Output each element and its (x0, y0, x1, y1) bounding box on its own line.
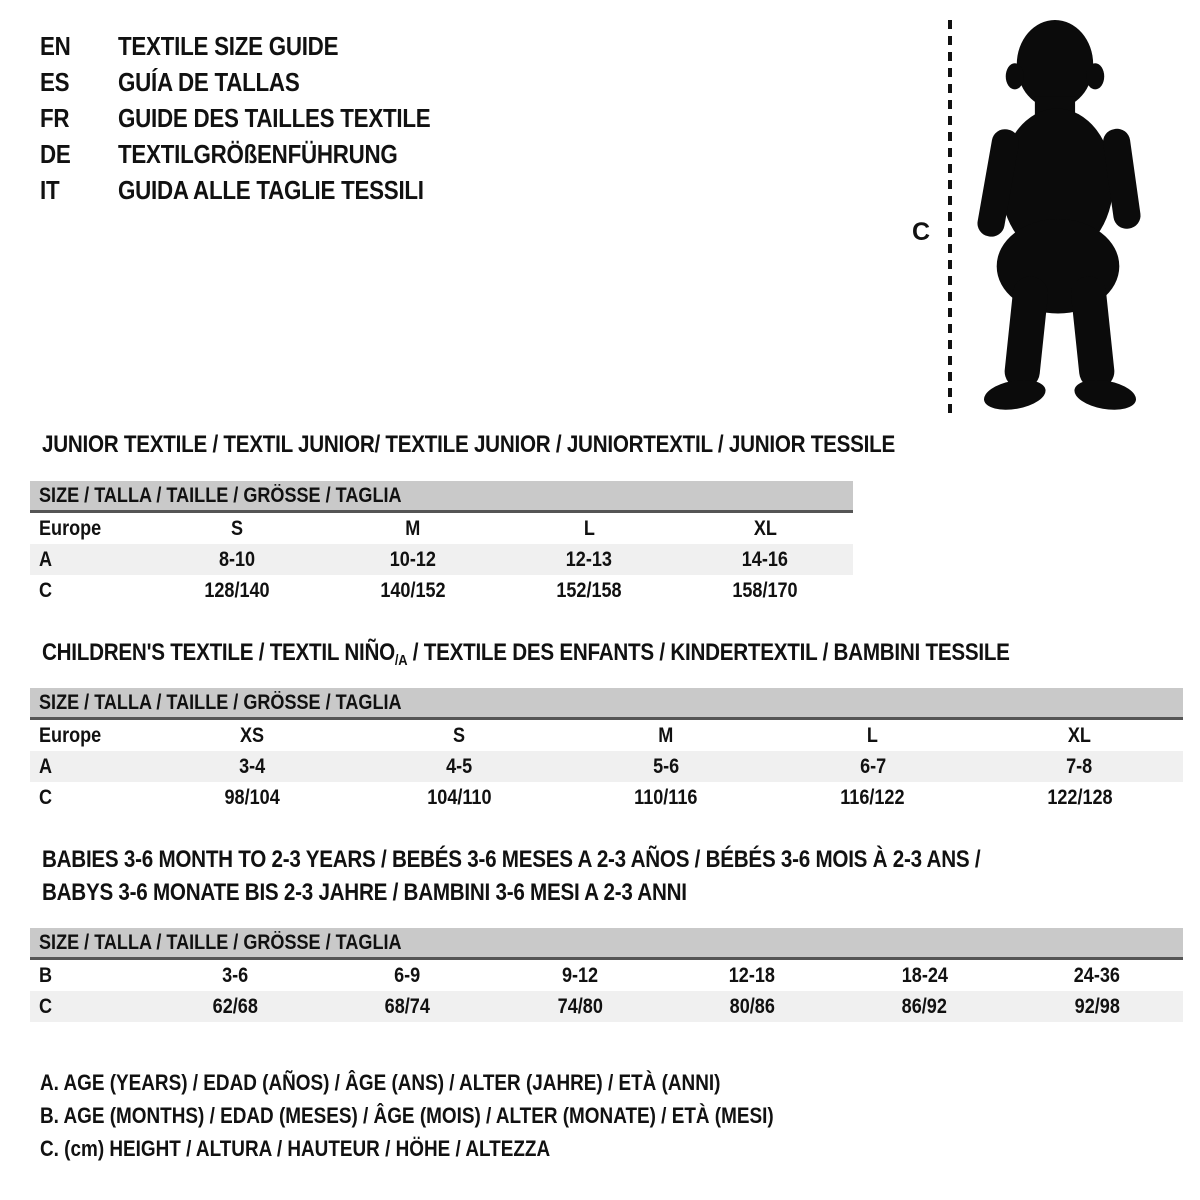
table-cell: 18-24 (901, 964, 948, 987)
table-cell: L (867, 724, 879, 747)
table-cell: 7-8 (1066, 755, 1093, 778)
row-label: A (39, 548, 53, 571)
size-header-bar: SIZE / TALLA / TAILLE / GRÖSSE / TAGLIA (30, 481, 853, 513)
row-label: Europe (39, 517, 102, 540)
table-cell: 5-6 (652, 755, 680, 778)
language-code: DE (40, 139, 71, 169)
size-header-bar: SIZE / TALLA / TAILLE / GRÖSSE / TAGLIA (30, 688, 1183, 720)
language-title: GUÍA DE TALLAS (118, 67, 300, 97)
table-cell: 8-10 (218, 548, 256, 571)
language-code: ES (40, 67, 70, 97)
legend-line-age-years: A. AGE (YEARS) / EDAD (AÑOS) / ÂGE (ANS) / ALTER (JAHRE) / ETÀ (ANNI) (40, 1070, 721, 1095)
table-cell: 12-13 (565, 548, 613, 571)
table-cell: 10-12 (389, 548, 437, 571)
language-title: GUIDA ALLE TAGLIE TESSILI (118, 175, 424, 205)
legend-line-height-cm: C. (cm) HEIGHT / ALTURA / HAUTEUR / HÖHE / ALTEZZA (40, 1136, 551, 1161)
table-cell: 3-6 (222, 964, 249, 987)
table-cell: XS (240, 724, 265, 747)
height-measure-label: C (912, 218, 931, 246)
language-title: GUIDE DES TAILLES TEXTILE (118, 103, 431, 133)
table-cell: 86/92 (901, 995, 948, 1018)
table-cell: 104/110 (427, 786, 492, 809)
language-row (40, 28, 481, 64)
table-row (30, 782, 1183, 813)
language-row (40, 64, 481, 100)
table-row (30, 751, 1183, 782)
language-title: TEXTILE SIZE GUIDE (118, 31, 339, 61)
toddler-silhouette-image (964, 10, 1156, 418)
table-cell: 62/68 (212, 995, 258, 1018)
children-size-table (30, 688, 1183, 813)
table-cell: 14-16 (741, 548, 789, 571)
language-row (40, 136, 481, 172)
table-cell: 116/122 (840, 786, 905, 809)
language-title: TEXTILGRÖßENFÜHRUNG (118, 139, 398, 169)
table-row (30, 544, 853, 575)
table-cell: 3-4 (239, 755, 266, 778)
language-code: FR (40, 103, 70, 133)
row-label: C (39, 786, 53, 809)
row-label: C (39, 579, 53, 602)
language-title-block (40, 28, 481, 208)
table-cell: 4-5 (446, 755, 473, 778)
table-cell: 68/74 (384, 995, 431, 1018)
junior-size-table (30, 481, 853, 606)
table-cell: M (405, 517, 421, 540)
height-measure-figure (900, 8, 1190, 422)
language-code: EN (40, 31, 71, 61)
babies-section-title-line2: BABYS 3-6 MONATE BIS 2-3 JAHRE / BAMBINI 3-6 MESI A 2-3 ANNI (42, 879, 687, 906)
table-cell: 6-7 (859, 755, 886, 778)
table-cell: 128/140 (204, 579, 270, 602)
table-cell: 24-36 (1073, 964, 1120, 987)
nino-a-subscript: /A (394, 652, 408, 669)
table-cell: S (453, 724, 466, 747)
table-cell: S (230, 517, 244, 540)
table-cell: XL (753, 517, 777, 540)
table-cell: 152/158 (556, 579, 622, 602)
table-row (30, 960, 1183, 991)
table-cell: 6-9 (394, 964, 421, 987)
height-dashed-line (948, 20, 952, 418)
babies-size-table (30, 928, 1183, 1022)
size-header-bar: SIZE / TALLA / TAILLE / GRÖSSE / TAGLIA (30, 928, 1183, 960)
legend-line-age-months: B. AGE (MONTHS) / EDAD (MESES) / ÂGE (MOIS) / ALTER (MONATE) / ETÀ (MESI) (40, 1103, 774, 1128)
table-cell: 158/170 (732, 579, 798, 602)
language-row (40, 172, 481, 208)
table-cell: 140/152 (380, 579, 446, 602)
table-cell: 9-12 (561, 964, 598, 987)
row-label: B (39, 964, 53, 987)
table-cell: M (658, 724, 674, 747)
babies-section-title-line1: BABIES 3-6 MONTH TO 2-3 YEARS / BEBÉS 3-6 MESES A 2-3 AÑOS / BÉBÉS 3-6 MOIS À 2-3 ANS / (42, 846, 981, 873)
table-cell: 74/80 (557, 995, 603, 1018)
table-row (30, 720, 1183, 751)
table-row (30, 575, 853, 606)
language-row (40, 100, 481, 136)
table-row (30, 513, 853, 544)
table-row (30, 991, 1183, 1022)
row-label: Europe (39, 724, 102, 747)
language-code: IT (40, 175, 60, 205)
children-section-title: CHILDREN'S TEXTILE / TEXTIL $NIÑO_{/A}$ / TEXTILE DES ENFANTS / KINDERTEXTIL / BAMBINI TESSILE (42, 639, 1010, 669)
table-cell: 122/128 (1046, 786, 1113, 809)
table-cell: 98/104 (224, 786, 281, 809)
table-cell: 92/98 (1074, 995, 1120, 1018)
table-cell: L (583, 517, 595, 540)
table-cell: XL (1068, 724, 1092, 747)
table-cell: 80/86 (729, 995, 775, 1018)
row-label: A (39, 755, 53, 778)
table-cell: 110/116 (634, 786, 698, 809)
junior-section-title: JUNIOR TEXTILE / TEXTIL JUNIOR/ TEXTILE JUNIOR / JUNIORTEXTIL / JUNIOR TESSILE (42, 431, 895, 458)
row-label: C (39, 995, 53, 1018)
table-cell: 12-18 (729, 964, 776, 987)
